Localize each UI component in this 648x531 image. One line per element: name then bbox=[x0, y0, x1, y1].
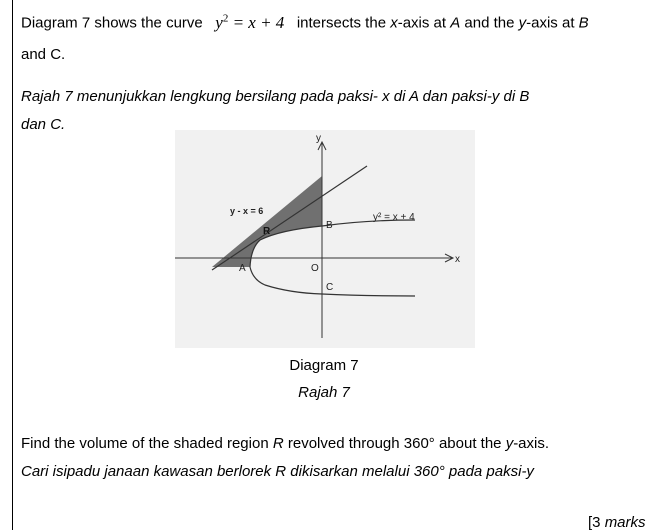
task-ms: Cari isipadu janaan kawasan berlorek R dikisarkan melalui 360° pada paksi-y bbox=[21, 463, 534, 480]
marks-indicator: [3 marks bbox=[588, 514, 646, 531]
caption-ms: Rajah 7 bbox=[298, 384, 350, 401]
label-origin: O bbox=[311, 263, 319, 274]
label-axis-y: y bbox=[316, 133, 321, 144]
question-ms-line1: Rajah 7 menunjukkan lengkung bersilang pada paksi- x di A dan paksi-y di B bbox=[21, 88, 530, 105]
line-y-minus-x bbox=[212, 166, 367, 270]
caption-en: Diagram 7 bbox=[289, 357, 359, 374]
task-en: Find the volume of the shaded region R revolved through 360° about the y-axis. bbox=[21, 435, 550, 452]
label-curve-equation: y² = x + 4 bbox=[373, 212, 415, 223]
label-point-a: A bbox=[239, 263, 246, 274]
label-point-c: C bbox=[326, 282, 334, 293]
diagram-7 bbox=[175, 130, 475, 348]
q-text-1: Diagram 7 shows the curve bbox=[21, 14, 203, 32]
question-en-line1: Diagram 7 shows the curve $y^2 = x + 4$ intersects the x-axis at A and the y-axis at B bbox=[21, 12, 589, 32]
diagram-svg bbox=[175, 130, 475, 348]
curve-equation: $y^2 = x + 4$ bbox=[215, 12, 285, 32]
label-point-b: B bbox=[326, 220, 333, 231]
label-axis-x: x bbox=[455, 254, 460, 265]
margin-rule bbox=[12, 0, 13, 530]
q-text-2: intersects the bbox=[296, 14, 391, 32]
question-en-line2: and C. bbox=[21, 46, 66, 63]
label-region-r: R bbox=[263, 226, 271, 237]
question-ms-line2: dan C. bbox=[21, 116, 66, 133]
label-line-equation: y - x = 6 bbox=[230, 206, 264, 216]
shaded-region-r bbox=[212, 176, 322, 267]
